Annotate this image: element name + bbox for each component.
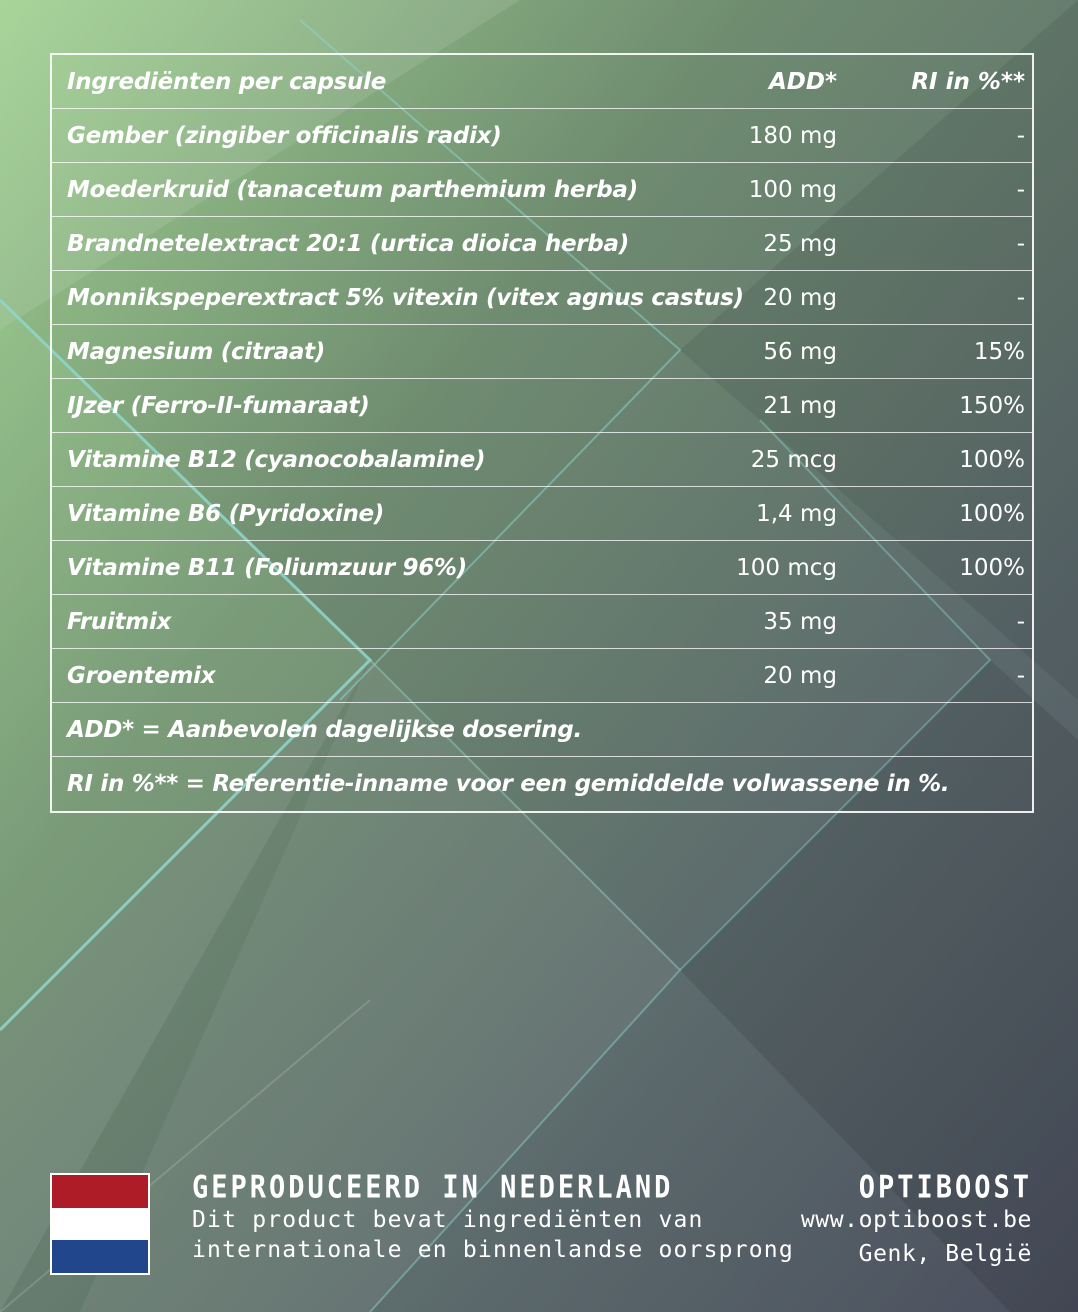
table-row (52, 487, 1032, 541)
ingredient-ri: - (1016, 662, 1025, 689)
ingredient-name: IJzer (Ferro-II-fumaraat) (67, 392, 370, 419)
table-row (52, 271, 1032, 325)
ingredient-name: Vitamine B12 (cyanocobalamine) (67, 446, 486, 473)
origin-statement (192, 1170, 794, 1263)
brand-location: Genk, België (858, 1241, 1032, 1267)
ingredient-ri: - (1016, 608, 1025, 635)
header-add: ADD* (768, 68, 837, 95)
header-ingredients: Ingrediënten per capsule (67, 68, 387, 95)
origin-line-2: internationale en binnenlandse oorsprong (192, 1237, 794, 1263)
brand-name: OPTIBOOST (858, 1170, 1032, 1206)
note-add: ADD* = Aanbevolen dagelijkse dosering. (67, 716, 582, 743)
table-note-row (52, 757, 1032, 811)
ingredient-ri: - (1016, 284, 1025, 311)
header-ri: RI in %** (911, 68, 1025, 95)
ingredient-add: 25 mg (763, 230, 837, 257)
ingredient-ri: - (1016, 230, 1025, 257)
flag-stripe-white (52, 1208, 148, 1241)
ingredient-add: 20 mg (763, 662, 837, 689)
ingredient-add: 100 mcg (736, 554, 837, 581)
ingredients-table (50, 53, 1034, 813)
ingredient-add: 25 mcg (750, 446, 837, 473)
table-row (52, 109, 1032, 163)
table-row (52, 541, 1032, 595)
ingredient-name: Vitamine B6 (Pyridoxine) (67, 500, 385, 527)
origin-title: GEPRODUCEERD IN NEDERLAND (192, 1170, 674, 1206)
ingredient-ri: 100% (959, 446, 1025, 473)
ingredient-name: Moederkruid (tanacetum parthemium herba) (67, 176, 638, 203)
table-row (52, 163, 1032, 217)
ingredient-ri: - (1016, 176, 1025, 203)
ingredient-add: 56 mg (763, 338, 837, 365)
ingredient-ri: 100% (959, 500, 1025, 527)
note-ri: RI in %** = Referentie-inname voor een gemiddelde volwassene in %. (67, 771, 950, 797)
ingredient-add: 21 mg (763, 392, 837, 419)
flag-stripe-red (52, 1175, 148, 1208)
ingredient-add: 35 mg (763, 608, 837, 635)
ingredient-add: 1,4 mg (756, 500, 837, 527)
ingredient-ri: 100% (959, 554, 1025, 581)
ingredient-name: Vitamine B11 (Foliumzuur 96%) (67, 554, 467, 581)
ingredient-name: Brandnetelextract 20:1 (urtica dioica herba) (67, 230, 629, 257)
table-row (52, 595, 1032, 649)
ingredient-name: Fruitmix (67, 608, 172, 635)
table-row (52, 379, 1032, 433)
table-row (52, 649, 1032, 703)
origin-line-1: Dit product bevat ingrediënten van (192, 1207, 704, 1233)
ingredient-ri: - (1016, 122, 1025, 149)
table-header-row (52, 55, 1032, 109)
ingredient-name: Gember (zingiber officinalis radix) (67, 122, 502, 149)
flag-stripe-blue (52, 1240, 148, 1273)
ingredient-add: 100 mg (748, 176, 837, 203)
ingredient-add: 20 mg (763, 284, 837, 311)
ingredient-ri: 15% (973, 338, 1025, 365)
ingredient-name: Magnesium (citraat) (67, 338, 325, 365)
table-row (52, 325, 1032, 379)
ingredient-add: 180 mg (748, 122, 837, 149)
netherlands-flag-icon (50, 1173, 150, 1275)
ingredient-name: Groentemix (67, 662, 216, 689)
table-row (52, 217, 1032, 271)
ingredient-name: Monnikspeperextract 5% vitexin (vitex agnus castus) (67, 284, 744, 311)
brand-url: www.optiboost.be (800, 1207, 1032, 1233)
ingredient-ri: 150% (959, 392, 1025, 419)
table-note-row (52, 703, 1032, 757)
brand-block (801, 1170, 1032, 1267)
table-row (52, 433, 1032, 487)
